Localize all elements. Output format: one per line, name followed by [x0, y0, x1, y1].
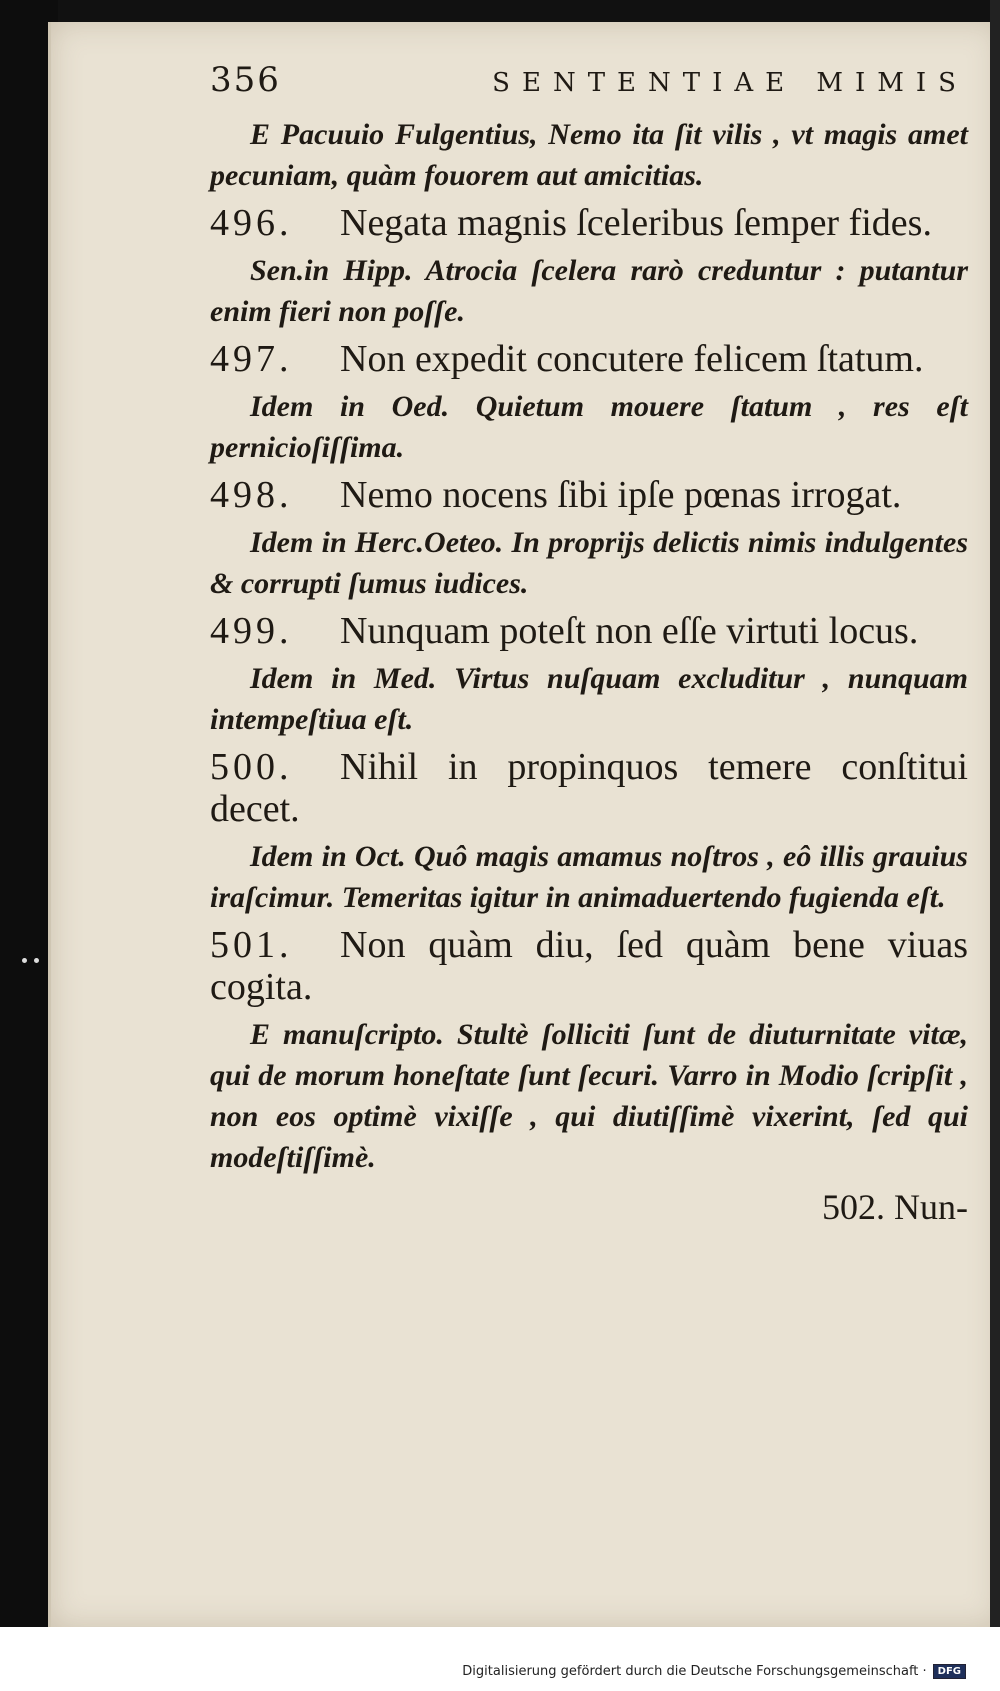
running-title: SENTENTIAE MIMIS: [492, 68, 968, 98]
sentence-entry: [210, 746, 968, 830]
sentence-number: 499.: [210, 610, 293, 652]
sentence-text: Nihil in propinquos temere conſtitui decet.: [210, 746, 968, 830]
commentary-entry: Sen.in Hipp. Atrocia ſcelera rarò creduntur : putantur enim fieri non poſſe.: [210, 254, 968, 328]
sentence-number: 496.: [210, 202, 293, 244]
sentence-text: Non expedit concutere felicem ſtatum.: [340, 338, 924, 380]
scan-right-edge: [990, 0, 1000, 1691]
sentence-entry: [210, 474, 968, 516]
sentence-text: Nemo nocens ſibi ipſe pœnas irrogat.: [340, 474, 902, 516]
sentence-text: Non quàm diu, ſed quàm bene viuas cogita.: [210, 924, 968, 1008]
sentence-number: 500.: [210, 746, 293, 788]
dfg-logo: DFG: [933, 1664, 966, 1679]
sentence-entry: [210, 338, 968, 380]
commentary-entry: Idem in Med. Virtus nuſquam excluditur , nunquam intempeſtiua eſt.: [210, 662, 968, 736]
sentence-entry: [210, 610, 968, 652]
commentary-entry: E Pacuuio Fulgentius, Nemo ita ſit vilis , vt magis amet pecuniam, quàm fouorem aut amicitias.: [210, 118, 968, 192]
commentary-entry: Idem in Oed. Quietum mouere ſtatum , res eſt pernicioſiſſima.: [210, 390, 968, 464]
sentence-entry: [210, 924, 968, 1008]
page-number: 356: [210, 60, 281, 100]
commentary-entry: E manuſcripto. Stultè ſolliciti ſunt de diuturnitate vitæ, qui de morum honeſtate ſunt ſecuri. Varro in Modio ſcripſit , non eos optimè vixiſſe , qui diutiſſimè vixerint, ſed qui modeſtiſſimè.: [210, 1018, 968, 1174]
sentence-text: Negata magnis ſceleribus ſemper fides.: [340, 202, 932, 244]
commentary-entry: Idem in Oct. Quô magis amamus noſtros , eô illis grauius iraſcimur. Temeritas igitur in animaduertendo fugienda eſt.: [210, 840, 968, 914]
sentence-entry: [210, 202, 968, 244]
catchword: 502. Nun-: [822, 1187, 968, 1227]
sentence-number: 498.: [210, 474, 293, 516]
funding-credit: [462, 1664, 966, 1679]
page-text-block: [210, 60, 968, 1228]
running-header: [210, 60, 968, 100]
credit-text: Digitalisierung gefördert durch die Deutsche Forschungsgemeinschaft ·: [462, 1664, 927, 1679]
sentence-number: 501.: [210, 924, 293, 966]
margin-speck: [34, 958, 39, 963]
margin-speck: [22, 958, 27, 963]
digitization-footer: [0, 1627, 1000, 1691]
sentence-text: Nunquam poteſt non eſſe virtuti locus.: [340, 610, 919, 652]
sentence-number: 497.: [210, 338, 293, 380]
entries-list: [210, 114, 968, 1178]
commentary-entry: Idem in Herc.Oeteo. In proprijs delictis nimis indulgentes & corrupti ſumus iudices.: [210, 526, 968, 600]
